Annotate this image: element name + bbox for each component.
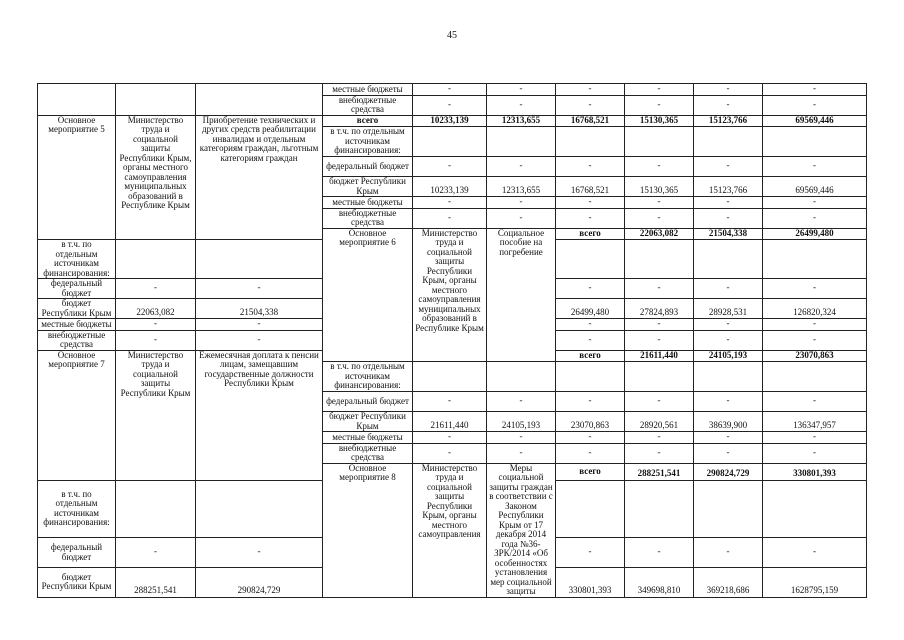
federal-dash: - [763, 392, 867, 412]
federal-dash: - [625, 157, 694, 177]
source-republic: бюджет Республики Крым [38, 299, 116, 319]
empty-value [556, 240, 625, 279]
source-including: в т.ч. по отдельным источникам финансирования: [323, 362, 413, 392]
federal-dash: - [556, 392, 625, 412]
source-including: в т.ч. по отдельным источникам финансирования: [38, 240, 116, 279]
continuation-local-row [38, 84, 867, 96]
source-federal: федеральный бюджет [38, 538, 116, 568]
local-dash: - [625, 319, 694, 331]
federal-dash: - [694, 157, 763, 177]
local-dash: - [196, 319, 323, 331]
total-value: 12313,655 [487, 115, 556, 127]
source-local-budgets: местные бюджеты [38, 319, 116, 331]
source-local-budgets: местные бюджеты [323, 197, 413, 209]
activity-title: Приобретение технических и других средств реабилитации инвалидам и отдельным категориям граждан, льготным категориям граждан [196, 115, 323, 240]
republic-value: 27824,893 [625, 299, 694, 319]
extra-dash: - [413, 443, 487, 463]
empty-value [625, 240, 694, 279]
federal-dash: - [196, 279, 323, 299]
extra-dash: - [196, 330, 323, 350]
local-dash: - [413, 84, 487, 96]
source-local-budgets: местные бюджеты [323, 84, 413, 96]
source-extra-budgetary: внебюджетные средства [323, 443, 413, 463]
source-federal: федеральный бюджет [38, 279, 116, 299]
local-dash: - [116, 319, 196, 331]
total-value: 15123,766 [694, 115, 763, 127]
local-dash: - [625, 197, 694, 209]
republic-value: 26499,480 [556, 299, 625, 319]
republic-value: 23070,863 [556, 412, 625, 432]
local-dash: - [556, 319, 625, 331]
activity-name: Основное мероприятие 6 [323, 228, 413, 362]
republic-value: 15130,365 [625, 177, 694, 197]
source-extra-budgetary: внебюджетные средства [38, 330, 116, 350]
republic-value: 349698,810 [625, 567, 694, 597]
empty-executor-cell [116, 84, 196, 116]
extra-dash: - [763, 208, 867, 228]
extra-dash: - [625, 208, 694, 228]
local-dash: - [487, 84, 556, 96]
republic-value: 28920,561 [625, 412, 694, 432]
source-total: всего [556, 228, 625, 240]
extra-dash: - [625, 330, 694, 350]
empty-value [487, 362, 556, 392]
federal-dash: - [694, 279, 763, 299]
source-including: в т.ч. по отдельным источникам финансирования: [323, 127, 413, 157]
executor-name: Министерство труда и социальной защиты Республики Крым, органы местного самоуправления муниципальных образований в Республике Крым [116, 115, 196, 240]
extra-dash: - [556, 330, 625, 350]
federal-dash: - [487, 392, 556, 412]
federal-dash: - [625, 279, 694, 299]
executor-name: Министерство труда и социальной защиты Республики Крым, органы местного самоуправления [413, 463, 487, 597]
federal-dash: - [763, 157, 867, 177]
local-dash: - [413, 197, 487, 209]
federal-dash: - [763, 279, 867, 299]
local-dash: - [487, 432, 556, 444]
republic-value: 15123,766 [694, 177, 763, 197]
extra-dash: - [763, 443, 867, 463]
total-value: 21611,440 [625, 350, 694, 362]
local-dash: - [556, 197, 625, 209]
source-extra-budgetary: внебюджетные средства [323, 95, 413, 115]
local-dash: - [413, 432, 487, 444]
page-number: 45 [447, 30, 457, 41]
empty-value [763, 362, 867, 392]
empty-value [556, 480, 625, 538]
block-total-row [38, 115, 867, 127]
executor-name: Министерство труда и социальной защиты Республики Крым, органы местного самоуправления муниципальных образований в Республике Крым [413, 228, 487, 362]
republic-value: 288251,541 [116, 567, 196, 597]
executor-name: Министерство труда и социальной защиты Республики Крым [116, 350, 196, 480]
republic-value: 10233,139 [413, 177, 487, 197]
federal-dash: - [763, 538, 867, 568]
extra-dash: - [487, 443, 556, 463]
empty-value [116, 480, 196, 538]
extra-dash: - [694, 330, 763, 350]
extra-dash: - [556, 95, 625, 115]
republic-value: 136347,957 [763, 412, 867, 432]
extra-dash: - [116, 330, 196, 350]
empty-value [625, 480, 694, 538]
extra-dash: - [625, 95, 694, 115]
activity-name: Основное мероприятие 8 [323, 463, 413, 597]
extra-dash: - [625, 443, 694, 463]
republic-value: 1628795,159 [763, 567, 867, 597]
total-value: 24105,193 [694, 350, 763, 362]
total-value: 330801,393 [763, 463, 867, 480]
source-total: всего [323, 115, 413, 127]
total-value: 21504,338 [694, 228, 763, 240]
source-federal: федеральный бюджет [323, 392, 413, 412]
source-extra-budgetary: внебюджетные средства [323, 208, 413, 228]
republic-value: 369218,686 [694, 567, 763, 597]
empty-value [763, 480, 867, 538]
republic-value: 21611,440 [413, 412, 487, 432]
republic-value: 24105,193 [487, 412, 556, 432]
local-dash: - [625, 84, 694, 96]
extra-dash: - [487, 95, 556, 115]
federal-dash: - [413, 157, 487, 177]
federal-dash: - [196, 538, 323, 568]
source-federal: федеральный бюджет [323, 157, 413, 177]
source-total: всего [556, 463, 625, 480]
empty-title-cell [196, 84, 323, 116]
local-dash: - [763, 319, 867, 331]
local-dash: - [556, 84, 625, 96]
empty-value [413, 127, 487, 157]
empty-value [694, 127, 763, 157]
source-republic: бюджет Республики Крым [38, 567, 116, 597]
empty-value [763, 240, 867, 279]
activity-name: Основное мероприятие 5 [38, 115, 116, 240]
total-value: 15130,365 [625, 115, 694, 127]
extra-dash: - [694, 443, 763, 463]
total-value: 288251,541 [625, 463, 694, 480]
local-dash: - [763, 84, 867, 96]
total-value: 16768,521 [556, 115, 625, 127]
empty-value [196, 480, 323, 538]
local-dash: - [694, 432, 763, 444]
total-value: 69569,446 [763, 115, 867, 127]
republic-value: 28928,531 [694, 299, 763, 319]
federal-dash: - [116, 279, 196, 299]
republic-value: 330801,393 [556, 567, 625, 597]
federal-dash: - [116, 538, 196, 568]
republic-value: 69569,446 [763, 177, 867, 197]
local-dash: - [694, 84, 763, 96]
local-dash: - [763, 432, 867, 444]
local-dash: - [694, 197, 763, 209]
budget-table [37, 83, 867, 598]
local-dash: - [487, 197, 556, 209]
republic-value: 12313,655 [487, 177, 556, 197]
source-local-budgets: местные бюджеты [323, 432, 413, 444]
total-value: 10233,139 [413, 115, 487, 127]
source-total: всего [556, 350, 625, 362]
federal-dash: - [625, 538, 694, 568]
extra-dash: - [694, 95, 763, 115]
empty-value [556, 362, 625, 392]
empty-value [694, 480, 763, 538]
source-republic: бюджет Республики Крым [323, 177, 413, 197]
empty-value [625, 127, 694, 157]
source-including: в т.ч. по отдельным источникам финансирования: [38, 480, 116, 538]
federal-dash: - [487, 157, 556, 177]
local-dash: - [694, 319, 763, 331]
federal-dash: - [694, 538, 763, 568]
empty-value [413, 362, 487, 392]
total-value: 23070,863 [763, 350, 867, 362]
local-dash: - [556, 432, 625, 444]
extra-dash: - [413, 208, 487, 228]
local-dash: - [763, 197, 867, 209]
federal-dash: - [556, 279, 625, 299]
empty-value [625, 362, 694, 392]
empty-activity-cell [38, 84, 116, 116]
empty-value [116, 240, 196, 279]
activity-title: Социальное пособие на погребение [487, 228, 556, 362]
local-dash: - [625, 432, 694, 444]
federal-dash: - [413, 392, 487, 412]
extra-dash: - [413, 95, 487, 115]
extra-dash: - [694, 208, 763, 228]
republic-value: 21504,338 [196, 299, 323, 319]
republic-value: 38639,900 [694, 412, 763, 432]
extra-dash: - [556, 208, 625, 228]
federal-dash: - [556, 538, 625, 568]
empty-value [694, 240, 763, 279]
extra-dash: - [763, 330, 867, 350]
republic-value: 16768,521 [556, 177, 625, 197]
extra-dash: - [763, 95, 867, 115]
source-republic: бюджет Республики Крым [323, 412, 413, 432]
total-value: 22063,082 [625, 228, 694, 240]
extra-dash: - [556, 443, 625, 463]
empty-value [556, 127, 625, 157]
total-value: 290824,729 [694, 463, 763, 480]
federal-dash: - [694, 392, 763, 412]
republic-value: 290824,729 [196, 567, 323, 597]
empty-value [694, 362, 763, 392]
republic-value: 22063,082 [116, 299, 196, 319]
total-value: 26499,480 [763, 228, 867, 240]
extra-dash: - [487, 208, 556, 228]
federal-dash: - [556, 157, 625, 177]
federal-dash: - [625, 392, 694, 412]
activity-title: Ежемесячная доплата к пенсии лицам, замещавшим государственные должности Республики Крым [196, 350, 323, 480]
empty-value [196, 240, 323, 279]
activity-name: Основное мероприятие 7 [38, 350, 116, 480]
empty-value [487, 127, 556, 157]
empty-value [763, 127, 867, 157]
republic-value: 126820,324 [763, 299, 867, 319]
activity-title: Меры социальной защиты граждан в соответствии с Законом Республики Крым от 17 декабря 2014 года №36-ЗРК/2014 «Об особенностях установления мер социальной защиты [487, 463, 556, 597]
